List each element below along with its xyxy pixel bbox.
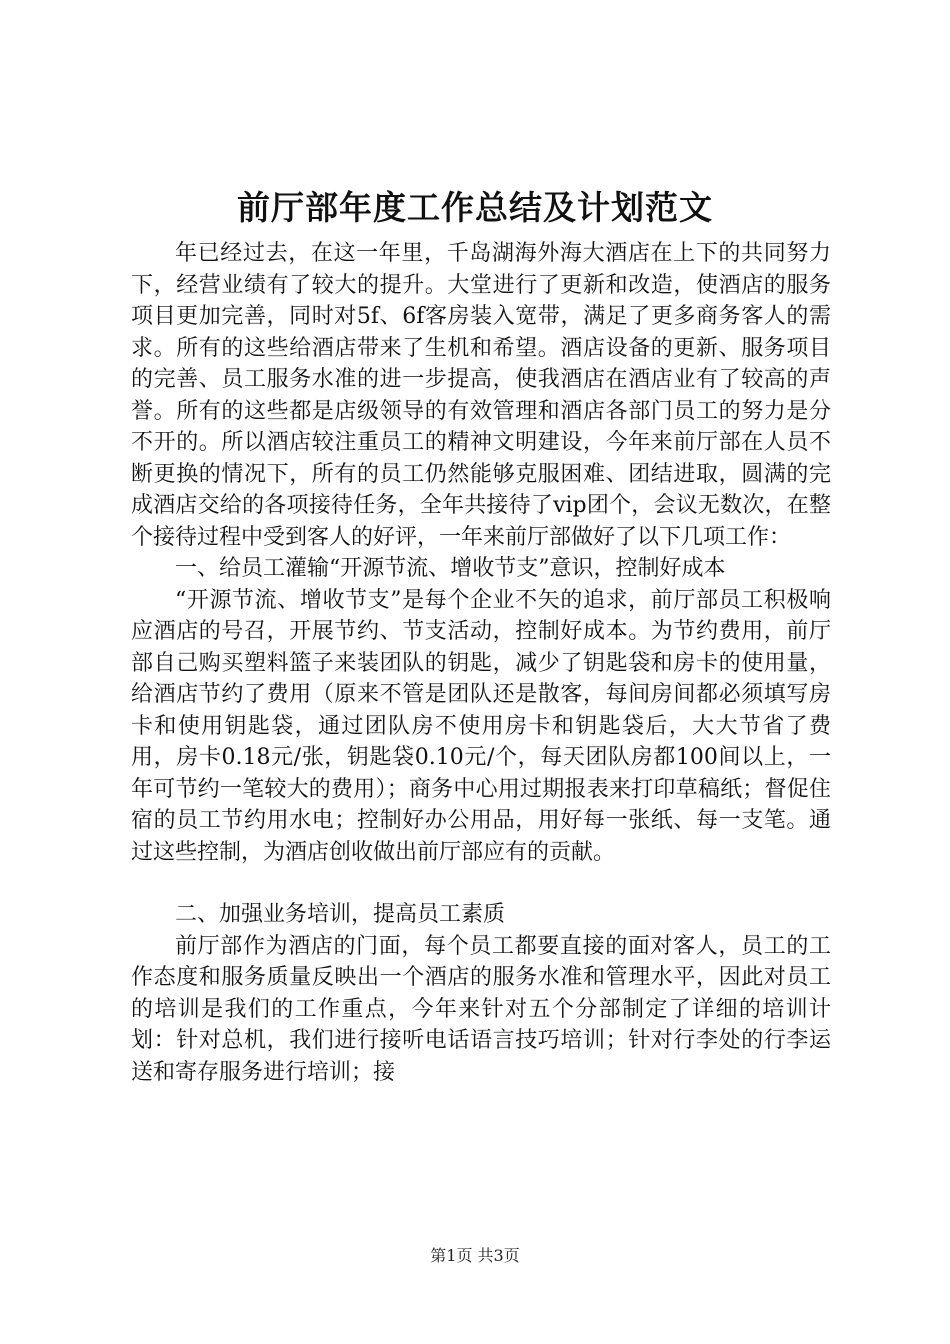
paragraph-cost-control: “开源节流、增收节支”是每个企业不矢的追求，前厅部员工积极响应酒店的号召，开展节约、节支活动，控制好成本。为节约费用，前厅部自己购买塑料篮子来装团队的钥匙，减少了钥匙袋和房卡的使用量，给酒店节约了费用（原来不管是团队还是散客，每间房间都必须填写房卡和使用钥匙袋，通过团队房不使用房卡和钥匙袋后，大大节省了费用，房卡0.18元/张，钥匙袋0.10元/个，每天团队房都100间以上，一年可节约一笔较大的费用）；商务中心用过期报表来打印草稿纸；督促住宿的员工节约用水电；控制好办公用品，用好每一张纸、每一支笔。通过这些控制，为酒店创收做出前厅部应有的贡献。 — [131, 587, 831, 865]
document-title: 前厅部年度工作总结及计划范文 — [237, 188, 713, 227]
document-body — [131, 238, 831, 1088]
paragraph-intro: 年已经过去，在这一年里，千岛湖海外海大酒店在上下的共同努力下，经营业绩有了较大的提升。大堂进行了更新和改造，使酒店的服务项目更加完善，同时对5f、6f客房装入宽带，满足了更多商务客人的需求。所有的这些给酒店带来了生机和希望。酒店设备的更新、服务项目的完善、员工服务水准的进一步提高，使我酒店在酒店业有了较高的声誉。所有的这些都是店级领导的有效管理和酒店各部门员工的努力是分不开的。所以酒店较注重员工的精神文明建设，今年来前厅部在人员不断更换的情况下，所有的员工仍然能够克服困难、团结进取，圆满的完成酒店交给的各项接待任务，全年共接待了vip团个，会议无数次，在整个接待过程中受到客人的好评，一年来前厅部做好了以下几项工作： — [131, 241, 831, 550]
page-footer: 第1页 共3页 — [430, 1246, 520, 1265]
section-heading-2: 二、加强业务培训，提高员工素质 — [175, 902, 506, 927]
paragraph-training: 前厅部作为酒店的门面，每个员工都要直接的面对客人，员工的工作态度和服务质量反映出一个酒店的服务水准和管理水平，因此对员工的培训是我们的工作重点，今年来针对五个分部制定了详细的培训计划：针对总机，我们进行接听电话语言技巧培训；针对行李处的行李运送和寄存服务进行培训；接 — [131, 933, 831, 1085]
section-heading-1: 一、给员工灌输“开源节流、增收节支”意识，控制好成本 — [175, 556, 726, 581]
